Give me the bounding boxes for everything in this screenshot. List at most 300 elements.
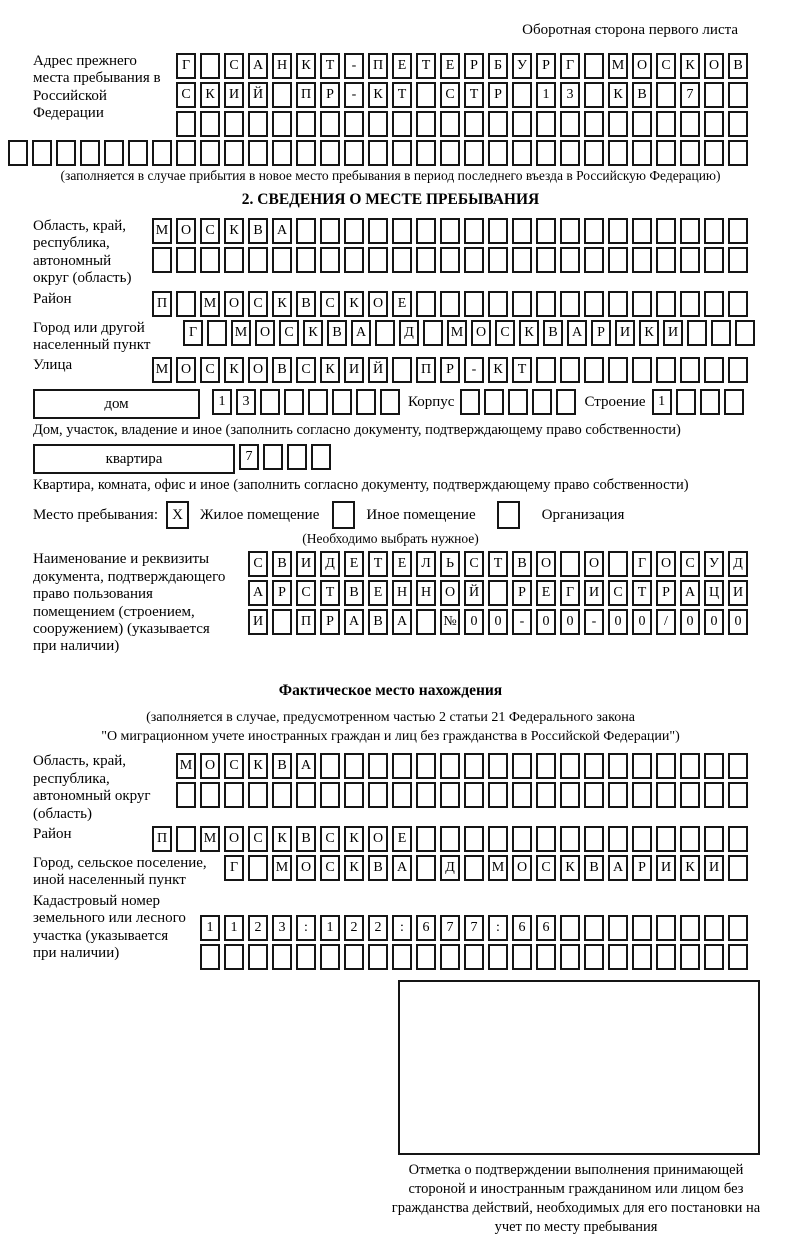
char-box[interactable] (656, 291, 676, 317)
char-box[interactable] (512, 291, 532, 317)
char-box[interactable] (176, 782, 196, 808)
char-box[interactable]: В (368, 855, 388, 881)
char-box[interactable]: О (704, 53, 724, 79)
char-box[interactable]: - (344, 53, 364, 79)
char-box[interactable]: Т (416, 53, 436, 79)
char-box[interactable]: М (272, 855, 292, 881)
char-box[interactable]: Н (416, 580, 436, 606)
char-box[interactable]: О (368, 826, 388, 852)
char-box[interactable] (656, 782, 676, 808)
char-box[interactable] (440, 291, 460, 317)
char-box[interactable]: В (327, 320, 347, 346)
char-box[interactable] (488, 944, 508, 970)
char-box[interactable] (584, 53, 604, 79)
char-box[interactable] (608, 247, 628, 273)
char-box[interactable] (440, 111, 460, 137)
char-box[interactable]: Е (440, 53, 460, 79)
char-box[interactable]: 1 (200, 915, 220, 941)
char-box[interactable] (416, 753, 436, 779)
char-box[interactable] (488, 218, 508, 244)
char-box[interactable]: И (656, 855, 676, 881)
char-box[interactable]: Р (536, 53, 556, 79)
char-box[interactable]: Т (512, 357, 532, 383)
char-box[interactable]: К (680, 53, 700, 79)
char-box[interactable]: 7 (680, 82, 700, 108)
char-box[interactable] (584, 291, 604, 317)
char-box[interactable] (532, 389, 552, 415)
char-box[interactable] (676, 389, 696, 415)
char-box[interactable] (512, 82, 532, 108)
char-box[interactable] (104, 140, 124, 166)
char-box[interactable]: Д (399, 320, 419, 346)
char-box[interactable] (608, 826, 628, 852)
char-box[interactable] (464, 753, 484, 779)
char-box[interactable]: П (296, 82, 316, 108)
char-box[interactable]: К (296, 53, 316, 79)
char-box[interactable] (512, 782, 532, 808)
char-box[interactable]: С (296, 580, 316, 606)
char-box[interactable]: 3 (236, 389, 256, 415)
char-box[interactable] (248, 140, 268, 166)
char-box[interactable] (392, 782, 412, 808)
checkbox-other-premises[interactable] (332, 501, 355, 529)
char-box[interactable] (656, 82, 676, 108)
char-box[interactable] (656, 753, 676, 779)
char-box[interactable]: Й (368, 357, 388, 383)
char-box[interactable] (464, 247, 484, 273)
char-box[interactable]: 3 (560, 82, 580, 108)
char-box[interactable]: Р (272, 580, 292, 606)
house-type-box[interactable]: дом (33, 389, 200, 419)
char-box[interactable] (344, 140, 364, 166)
char-box[interactable]: С (320, 855, 340, 881)
char-box[interactable]: О (176, 357, 196, 383)
char-box[interactable] (728, 82, 748, 108)
char-box[interactable]: К (519, 320, 539, 346)
char-box[interactable]: Р (464, 53, 484, 79)
char-box[interactable] (680, 944, 700, 970)
char-box[interactable] (440, 826, 460, 852)
char-box[interactable] (656, 944, 676, 970)
char-box[interactable] (440, 247, 460, 273)
char-box[interactable] (224, 111, 244, 137)
char-box[interactable]: В (344, 580, 364, 606)
char-box[interactable] (368, 218, 388, 244)
char-box[interactable] (368, 782, 388, 808)
char-box[interactable]: У (704, 551, 724, 577)
char-box[interactable] (584, 111, 604, 137)
char-box[interactable]: В (512, 551, 532, 577)
char-box[interactable] (460, 389, 480, 415)
char-box[interactable]: - (512, 609, 532, 635)
char-box[interactable]: К (272, 291, 292, 317)
char-box[interactable]: Д (440, 855, 460, 881)
char-box[interactable] (584, 753, 604, 779)
char-box[interactable] (272, 111, 292, 137)
char-box[interactable] (296, 140, 316, 166)
char-box[interactable]: С (608, 580, 628, 606)
char-box[interactable]: К (200, 82, 220, 108)
char-box[interactable] (728, 826, 748, 852)
char-box[interactable] (584, 218, 604, 244)
char-box[interactable] (584, 782, 604, 808)
char-box[interactable] (488, 111, 508, 137)
char-box[interactable]: К (344, 291, 364, 317)
char-box[interactable] (536, 826, 556, 852)
char-box[interactable] (704, 218, 724, 244)
char-box[interactable]: К (303, 320, 323, 346)
char-box[interactable]: : (296, 915, 316, 941)
char-box[interactable] (560, 944, 580, 970)
char-box[interactable] (440, 944, 460, 970)
char-box[interactable] (704, 753, 724, 779)
char-box[interactable] (560, 291, 580, 317)
char-box[interactable] (584, 944, 604, 970)
char-box[interactable]: Е (392, 826, 412, 852)
char-box[interactable] (711, 320, 731, 346)
char-box[interactable]: Г (183, 320, 203, 346)
char-box[interactable] (608, 551, 628, 577)
char-box[interactable]: В (296, 826, 316, 852)
char-box[interactable] (260, 389, 280, 415)
char-box[interactable] (416, 944, 436, 970)
char-box[interactable]: Т (488, 551, 508, 577)
char-box[interactable] (263, 444, 283, 470)
char-box[interactable]: Н (272, 53, 292, 79)
char-box[interactable] (344, 944, 364, 970)
char-box[interactable] (176, 140, 196, 166)
checkbox-organization[interactable] (497, 501, 520, 529)
char-box[interactable]: И (296, 551, 316, 577)
char-box[interactable] (368, 247, 388, 273)
char-box[interactable]: К (608, 82, 628, 108)
char-box[interactable] (728, 753, 748, 779)
char-box[interactable]: В (248, 218, 268, 244)
char-box[interactable] (248, 944, 268, 970)
char-box[interactable]: 2 (248, 915, 268, 941)
char-box[interactable] (416, 111, 436, 137)
char-box[interactable] (512, 111, 532, 137)
char-box[interactable] (680, 140, 700, 166)
char-box[interactable] (332, 389, 352, 415)
char-box[interactable]: С (495, 320, 515, 346)
char-box[interactable] (200, 247, 220, 273)
char-box[interactable] (560, 753, 580, 779)
char-box[interactable]: С (248, 551, 268, 577)
char-box[interactable] (416, 855, 436, 881)
char-box[interactable] (512, 826, 532, 852)
char-box[interactable]: П (368, 53, 388, 79)
char-box[interactable]: И (728, 580, 748, 606)
char-box[interactable] (320, 247, 340, 273)
char-box[interactable] (728, 357, 748, 383)
char-box[interactable]: С (680, 551, 700, 577)
char-box[interactable] (700, 389, 720, 415)
char-box[interactable] (656, 915, 676, 941)
char-box[interactable]: 1 (212, 389, 232, 415)
char-box[interactable]: В (272, 753, 292, 779)
char-box[interactable]: О (368, 291, 388, 317)
char-box[interactable]: К (272, 826, 292, 852)
char-box[interactable] (368, 753, 388, 779)
char-box[interactable]: 7 (239, 444, 259, 470)
char-box[interactable]: - (584, 609, 604, 635)
char-box[interactable] (296, 111, 316, 137)
char-box[interactable]: П (416, 357, 436, 383)
char-box[interactable]: С (656, 53, 676, 79)
char-box[interactable] (296, 782, 316, 808)
char-box[interactable]: 2 (344, 915, 364, 941)
char-box[interactable] (416, 218, 436, 244)
char-box[interactable]: С (440, 82, 460, 108)
char-box[interactable] (464, 826, 484, 852)
char-box[interactable] (344, 218, 364, 244)
char-box[interactable] (584, 82, 604, 108)
char-box[interactable] (512, 218, 532, 244)
char-box[interactable]: О (584, 551, 604, 577)
char-box[interactable]: К (560, 855, 580, 881)
char-box[interactable] (200, 53, 220, 79)
char-box[interactable]: С (248, 826, 268, 852)
char-box[interactable]: А (392, 609, 412, 635)
char-box[interactable]: М (176, 753, 196, 779)
char-box[interactable] (416, 140, 436, 166)
char-box[interactable]: Г (224, 855, 244, 881)
char-box[interactable] (484, 389, 504, 415)
char-box[interactable]: А (351, 320, 371, 346)
char-box[interactable]: М (200, 826, 220, 852)
char-box[interactable]: О (224, 291, 244, 317)
char-box[interactable]: О (471, 320, 491, 346)
char-box[interactable] (680, 218, 700, 244)
char-box[interactable] (584, 915, 604, 941)
char-box[interactable]: К (224, 218, 244, 244)
char-box[interactable] (344, 782, 364, 808)
char-box[interactable] (368, 140, 388, 166)
char-box[interactable]: Е (392, 551, 412, 577)
char-box[interactable] (272, 609, 292, 635)
char-box[interactable] (176, 111, 196, 137)
char-box[interactable] (560, 111, 580, 137)
char-box[interactable] (488, 782, 508, 808)
char-box[interactable] (416, 247, 436, 273)
char-box[interactable]: А (344, 609, 364, 635)
char-box[interactable]: Р (320, 82, 340, 108)
char-box[interactable] (224, 944, 244, 970)
char-box[interactable]: В (728, 53, 748, 79)
char-box[interactable] (632, 111, 652, 137)
char-box[interactable] (728, 782, 748, 808)
char-box[interactable]: 0 (560, 609, 580, 635)
char-box[interactable]: Й (248, 82, 268, 108)
char-box[interactable] (200, 140, 220, 166)
char-box[interactable]: 1 (320, 915, 340, 941)
char-box[interactable] (704, 915, 724, 941)
char-box[interactable]: С (200, 357, 220, 383)
char-box[interactable]: С (296, 357, 316, 383)
char-box[interactable]: Т (632, 580, 652, 606)
char-box[interactable]: Г (560, 53, 580, 79)
char-box[interactable]: : (392, 915, 412, 941)
char-box[interactable]: Р (656, 580, 676, 606)
char-box[interactable] (344, 111, 364, 137)
char-box[interactable]: В (272, 551, 292, 577)
char-box[interactable]: Ц (704, 580, 724, 606)
char-box[interactable] (512, 247, 532, 273)
char-box[interactable] (152, 140, 172, 166)
char-box[interactable]: 0 (728, 609, 748, 635)
char-box[interactable]: В (296, 291, 316, 317)
char-box[interactable] (8, 140, 28, 166)
char-box[interactable] (464, 855, 484, 881)
char-box[interactable] (728, 111, 748, 137)
char-box[interactable]: Т (320, 53, 340, 79)
char-box[interactable] (536, 140, 556, 166)
char-box[interactable]: 0 (632, 609, 652, 635)
char-box[interactable]: А (392, 855, 412, 881)
char-box[interactable]: 6 (512, 915, 532, 941)
char-box[interactable] (560, 357, 580, 383)
char-box[interactable]: Г (560, 580, 580, 606)
char-box[interactable]: И (224, 82, 244, 108)
char-box[interactable]: К (488, 357, 508, 383)
char-box[interactable] (440, 753, 460, 779)
char-box[interactable]: О (632, 53, 652, 79)
char-box[interactable] (560, 140, 580, 166)
char-box[interactable]: - (464, 357, 484, 383)
char-box[interactable] (560, 218, 580, 244)
char-box[interactable] (704, 782, 724, 808)
char-box[interactable] (296, 247, 316, 273)
char-box[interactable] (287, 444, 307, 470)
char-box[interactable] (392, 753, 412, 779)
char-box[interactable] (584, 826, 604, 852)
char-box[interactable]: У (512, 53, 532, 79)
char-box[interactable] (704, 111, 724, 137)
char-box[interactable] (728, 291, 748, 317)
char-box[interactable] (512, 140, 532, 166)
char-box[interactable] (728, 218, 748, 244)
char-box[interactable] (128, 140, 148, 166)
char-box[interactable]: - (344, 82, 364, 108)
char-box[interactable] (584, 357, 604, 383)
char-box[interactable] (608, 218, 628, 244)
char-box[interactable]: О (296, 855, 316, 881)
char-box[interactable] (584, 140, 604, 166)
char-box[interactable] (728, 915, 748, 941)
char-box[interactable] (680, 247, 700, 273)
char-box[interactable]: 7 (440, 915, 460, 941)
char-box[interactable] (632, 140, 652, 166)
char-box[interactable] (632, 218, 652, 244)
char-box[interactable]: Е (368, 580, 388, 606)
char-box[interactable]: К (320, 357, 340, 383)
char-box[interactable]: О (536, 551, 556, 577)
char-box[interactable] (632, 291, 652, 317)
char-box[interactable]: : (488, 915, 508, 941)
char-box[interactable] (680, 915, 700, 941)
char-box[interactable] (440, 218, 460, 244)
char-box[interactable] (488, 580, 508, 606)
char-box[interactable] (536, 218, 556, 244)
char-box[interactable] (224, 140, 244, 166)
char-box[interactable]: М (152, 218, 172, 244)
char-box[interactable]: Н (392, 580, 412, 606)
char-box[interactable] (80, 140, 100, 166)
char-box[interactable] (416, 609, 436, 635)
char-box[interactable] (320, 944, 340, 970)
char-box[interactable]: В (543, 320, 563, 346)
char-box[interactable]: С (464, 551, 484, 577)
char-box[interactable] (392, 357, 412, 383)
char-box[interactable]: К (368, 82, 388, 108)
char-box[interactable]: Е (392, 53, 412, 79)
char-box[interactable]: 0 (488, 609, 508, 635)
char-box[interactable]: С (320, 826, 340, 852)
char-box[interactable] (296, 218, 316, 244)
char-box[interactable] (368, 111, 388, 137)
char-box[interactable] (656, 357, 676, 383)
char-box[interactable] (488, 753, 508, 779)
char-box[interactable] (680, 111, 700, 137)
char-box[interactable] (680, 357, 700, 383)
char-box[interactable]: О (200, 753, 220, 779)
char-box[interactable] (680, 826, 700, 852)
apartment-type-box[interactable]: квартира (33, 444, 235, 474)
char-box[interactable] (536, 753, 556, 779)
char-box[interactable]: Г (632, 551, 652, 577)
char-box[interactable] (248, 782, 268, 808)
char-box[interactable] (320, 140, 340, 166)
char-box[interactable]: С (536, 855, 556, 881)
char-box[interactable] (375, 320, 395, 346)
char-box[interactable]: Л (416, 551, 436, 577)
char-box[interactable] (724, 389, 744, 415)
char-box[interactable] (728, 247, 748, 273)
char-box[interactable]: О (176, 218, 196, 244)
char-box[interactable] (508, 389, 528, 415)
char-box[interactable]: Р (591, 320, 611, 346)
char-box[interactable] (248, 855, 268, 881)
char-box[interactable]: И (704, 855, 724, 881)
char-box[interactable]: 0 (608, 609, 628, 635)
char-box[interactable]: Г (176, 53, 196, 79)
char-box[interactable] (464, 782, 484, 808)
checkbox-residential[interactable]: X (166, 501, 189, 529)
char-box[interactable]: 1 (652, 389, 672, 415)
char-box[interactable]: С (224, 753, 244, 779)
char-box[interactable]: 0 (536, 609, 556, 635)
char-box[interactable] (608, 140, 628, 166)
char-box[interactable] (536, 111, 556, 137)
char-box[interactable] (224, 782, 244, 808)
char-box[interactable] (704, 247, 724, 273)
char-box[interactable] (464, 140, 484, 166)
char-box[interactable] (735, 320, 755, 346)
char-box[interactable] (704, 82, 724, 108)
char-box[interactable]: 0 (464, 609, 484, 635)
char-box[interactable] (368, 944, 388, 970)
char-box[interactable]: Т (320, 580, 340, 606)
char-box[interactable] (704, 140, 724, 166)
char-box[interactable]: 1 (536, 82, 556, 108)
char-box[interactable] (608, 291, 628, 317)
char-box[interactable]: М (447, 320, 467, 346)
char-box[interactable]: Т (464, 82, 484, 108)
char-box[interactable] (440, 782, 460, 808)
char-box[interactable] (608, 111, 628, 137)
char-box[interactable]: 6 (536, 915, 556, 941)
